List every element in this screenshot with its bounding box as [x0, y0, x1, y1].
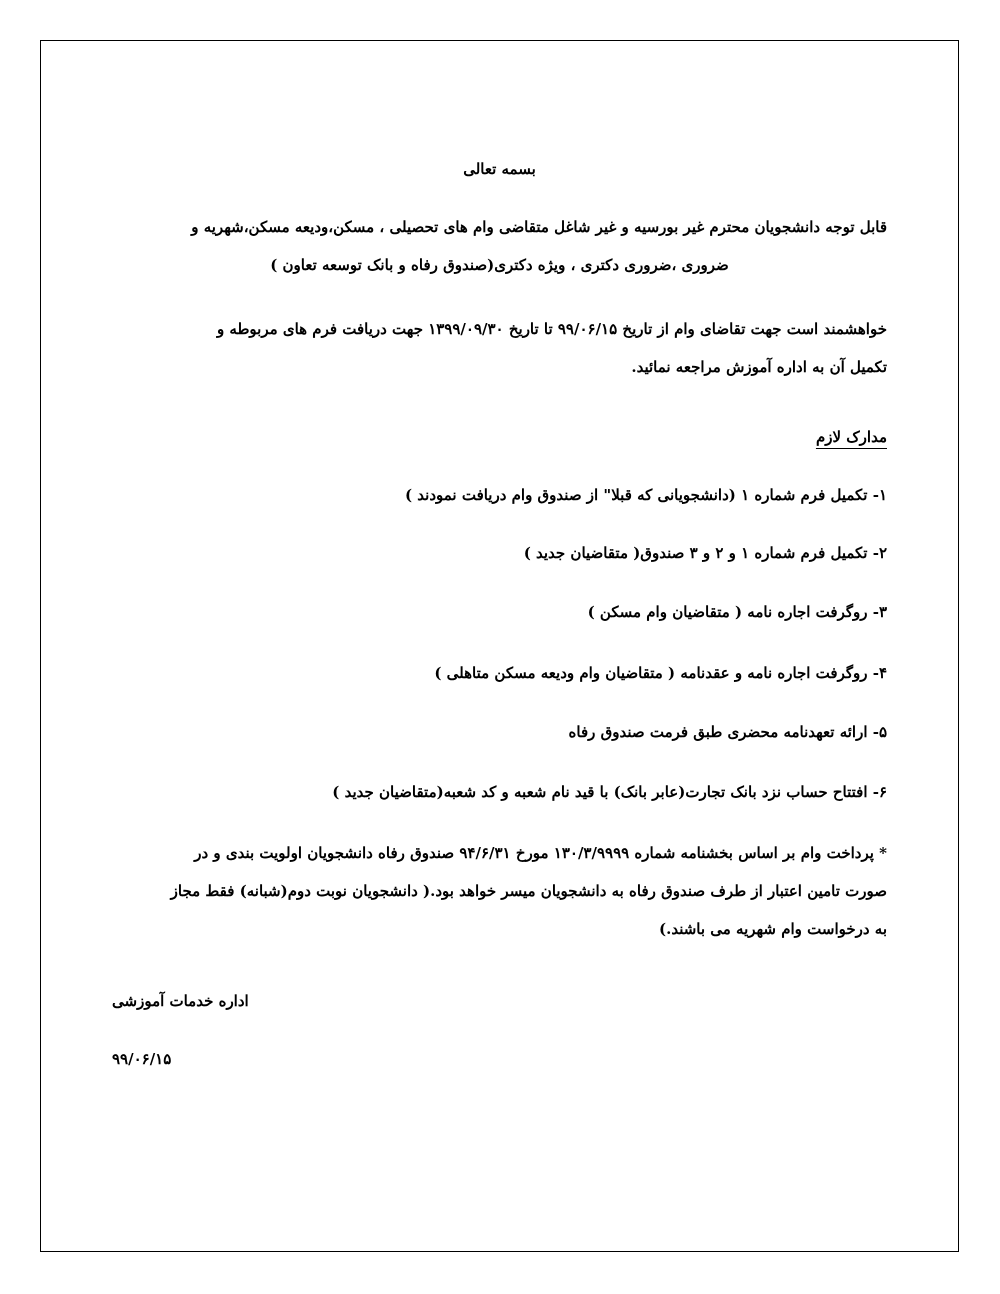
required-docs-title-text: مدارک لازم	[815, 428, 887, 446]
request-line-2: تکمیل آن به اداره آموزش مراجعه نمائید.	[631, 358, 887, 376]
request-paragraph	[112, 310, 887, 386]
signature: اداره خدمات آموزشی	[112, 992, 249, 1010]
note-paragraph	[112, 834, 887, 948]
required-doc-item-4: ۴- روگرفت اجاره نامه و عقدنامه ( متقاضیان وام ودیعه مسکن متاهلی )	[434, 664, 887, 682]
required-docs-title	[112, 418, 887, 456]
intro-line-2: ضروری ،ضروری دکتری ، ویژه دکتری(صندوق رفاه و بانک توسعه تعاون )	[270, 256, 729, 274]
intro-line-1: قابل توجه دانشجویان محترم غیر بورسیه و غیر شاغل متقاضی وام های تحصیلی ، مسکن،ودیعه مسکن،شهریه و	[191, 218, 887, 236]
required-doc-item-1: ۱- تکمیل فرم شماره ۱ (دانشجویانی که قبلا" از صندوق وام دریافت نمودند )	[404, 486, 887, 504]
request-line-1: خواهشمند است جهت تقاضای وام از تاریخ ۹۹/۰۶/۱۵ تا تاریخ ۱۳۹۹/۰۹/۳۰ جهت دریافت فرم های مربوطه و	[216, 320, 887, 338]
document-date: ۹۹/۰۶/۱۵	[112, 1050, 172, 1068]
required-doc-item-5: ۵- ارائه تعهدنامه محضری طبق فرمت صندوق رفاه	[568, 723, 887, 741]
intro-paragraph	[112, 208, 887, 284]
required-doc-item-3: ۳- روگرفت اجاره نامه ( متقاضیان وام مسکن )	[587, 603, 887, 621]
document-heading: بسمه تعالی	[463, 160, 536, 178]
required-doc-item-2: ۲- تکمیل فرم شماره ۱ و ۲ و ۳ صندوق( متقاضیان جدید )	[523, 544, 887, 562]
required-doc-item-6: ۶- افتتاح حساب نزد بانک تجارت(عابر بانک) با قید نام شعبه و کد شعبه(متقاضیان جدید )	[332, 783, 887, 801]
note-line-2: صورت تامین اعتبار از طرف صندوق رفاه به دانشجویان میسر خواهد بود.( دانشجویان نوبت دوم(شبانه) فقط مجاز	[170, 882, 887, 900]
note-line-1: * پرداخت وام بر اساس بخشنامه شماره ۱۳۰/۳/۹۹۹۹ مورخ ۹۴/۶/۳۱ صندوق رفاه دانشجویان اولویت بندی و در	[194, 844, 887, 862]
note-line-3: به درخواست وام شهریه می باشند.)	[659, 920, 887, 938]
